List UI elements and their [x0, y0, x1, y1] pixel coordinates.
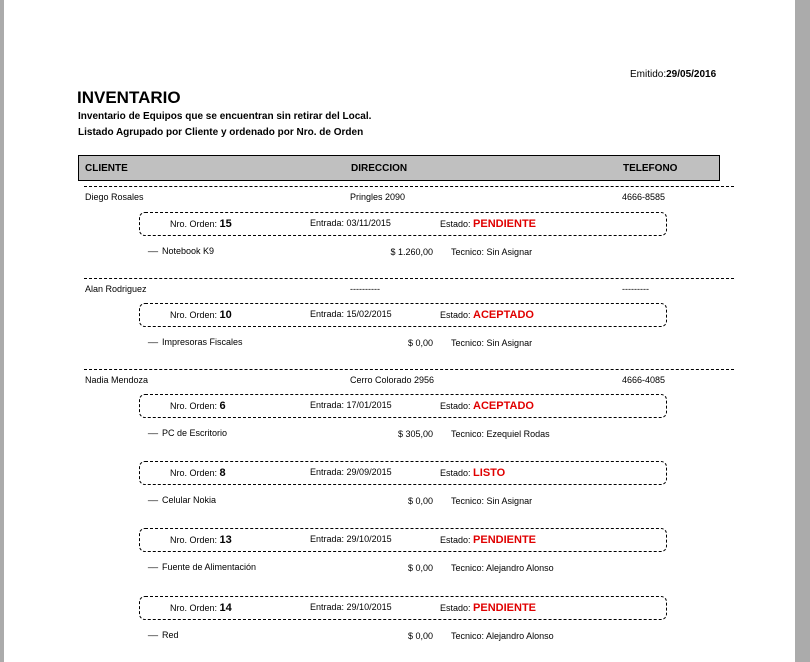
estado-badge: ACEPTADO	[473, 309, 534, 321]
item-equipo: Red	[162, 630, 179, 640]
order-number-field	[170, 218, 232, 230]
order-entrada-field	[310, 602, 392, 612]
order-number-label: Nro. Orden:	[170, 603, 218, 613]
item-bullet: __	[148, 491, 159, 501]
report-title: INVENTARIO	[77, 88, 181, 107]
order-entrada-field	[310, 534, 392, 544]
client-name: Nadia Mendoza	[85, 375, 149, 385]
order-number: 10	[219, 309, 232, 321]
emitido-line	[630, 69, 716, 80]
tecnico-label: Tecnico:	[451, 429, 485, 439]
tecnico-label: Tecnico:	[451, 563, 485, 573]
client-phone: ---------	[622, 284, 649, 294]
order-entrada-field	[310, 400, 392, 410]
item-tecnico-field	[451, 338, 532, 348]
tecnico-name: Alejandro Alonso	[486, 563, 554, 573]
entrada-label: Entrada:	[310, 400, 345, 410]
order-estado-field	[440, 534, 536, 546]
order-number: 13	[219, 534, 232, 546]
item-monto: $ 0,00	[407, 631, 433, 641]
order-box	[139, 303, 667, 327]
item-tecnico-field	[451, 563, 554, 573]
column-direccion: DIRECCION	[351, 163, 408, 174]
client-name: Alan Rodriguez	[85, 284, 147, 294]
order-entrada-field	[310, 467, 392, 477]
item-monto: $ 0,00	[407, 563, 433, 573]
tecnico-name: Alejandro Alonso	[486, 631, 554, 641]
order-number-label: Nro. Orden:	[170, 535, 218, 545]
order-number: 14	[219, 602, 232, 614]
viewer-background	[795, 0, 810, 662]
item-monto: $ 1.260,00	[390, 247, 433, 257]
item-bullet: __	[148, 558, 159, 568]
order-estado-field	[440, 400, 534, 412]
item-tecnico-field	[451, 247, 532, 257]
item-monto: $ 305,00	[397, 429, 433, 439]
tecnico-label: Tecnico:	[451, 631, 485, 641]
estado-label: Estado:	[440, 219, 471, 229]
client-separator	[84, 186, 734, 187]
order-number-field	[170, 400, 226, 412]
order-number: 6	[219, 400, 226, 412]
item-equipo: Celular Nokia	[162, 495, 217, 505]
estado-badge: PENDIENTE	[473, 218, 537, 230]
entrada-date: 29/10/2015	[346, 534, 392, 544]
entrada-label: Entrada:	[310, 218, 345, 228]
entrada-label: Entrada:	[310, 602, 345, 612]
item-bullet: __	[148, 333, 159, 343]
entrada-date: 15/02/2015	[346, 309, 392, 319]
report-page	[4, 0, 795, 662]
entrada-date: 03/11/2015	[346, 218, 391, 228]
item-equipo: PC de Escritorio	[162, 428, 228, 438]
estado-label: Estado:	[440, 603, 471, 613]
client-phone: 4666-4085	[622, 375, 666, 385]
item-tecnico-field	[451, 631, 554, 641]
client-name: Diego Rosales	[85, 192, 144, 202]
tecnico-label: Tecnico:	[451, 496, 485, 506]
order-number: 8	[219, 467, 226, 479]
order-number-label: Nro. Orden:	[170, 219, 218, 229]
client-address: Pringles 2090	[350, 192, 406, 202]
order-number-label: Nro. Orden:	[170, 310, 218, 320]
order-box	[139, 528, 667, 552]
tecnico-name: Sin Asignar	[486, 338, 533, 348]
client-address: ----------	[350, 284, 380, 294]
entrada-date: 29/09/2015	[346, 467, 392, 477]
order-estado-field	[440, 309, 534, 321]
tecnico-name: Sin Asignar	[486, 496, 533, 506]
order-entrada-field	[310, 309, 392, 319]
estado-badge: PENDIENTE	[473, 534, 537, 546]
estado-badge: PENDIENTE	[473, 602, 537, 614]
client-phone: 4666-8585	[622, 192, 666, 202]
order-number-field	[170, 309, 232, 321]
report-subtitle-2: Listado Agrupado por Cliente y ordenado por Nro. de Orden	[78, 127, 364, 138]
estado-label: Estado:	[440, 535, 471, 545]
order-estado-field	[440, 218, 536, 230]
order-number: 15	[219, 218, 232, 230]
entrada-date: 17/01/2015	[346, 400, 392, 410]
entrada-label: Entrada:	[310, 467, 345, 477]
entrada-label: Entrada:	[310, 534, 345, 544]
estado-label: Estado:	[440, 468, 471, 478]
order-number-field	[170, 467, 226, 479]
order-entrada-field	[310, 218, 391, 228]
order-estado-field	[440, 467, 505, 479]
client-address: Cerro Colorado 2956	[350, 375, 435, 385]
tecnico-name: Sin Asignar	[486, 247, 533, 257]
tecnico-name: Ezequiel Rodas	[486, 429, 550, 439]
item-bullet: __	[148, 242, 159, 252]
estado-label: Estado:	[440, 310, 471, 320]
emitido-date: 29/05/2016	[666, 69, 717, 80]
item-tecnico-field	[451, 429, 550, 439]
order-number-label: Nro. Orden:	[170, 401, 218, 411]
column-cliente: CLIENTE	[85, 163, 128, 174]
order-number-field	[170, 602, 232, 614]
tecnico-label: Tecnico:	[451, 338, 485, 348]
estado-badge: ACEPTADO	[473, 400, 534, 412]
item-tecnico-field	[451, 496, 532, 506]
order-number-field	[170, 534, 232, 546]
item-monto: $ 0,00	[407, 496, 433, 506]
entrada-date: 29/10/2015	[346, 602, 392, 612]
item-equipo: Fuente de Alimentación	[162, 562, 257, 572]
order-box	[139, 596, 667, 620]
order-box	[139, 394, 667, 418]
order-estado-field	[440, 602, 536, 614]
estado-badge: LISTO	[473, 467, 506, 479]
estado-label: Estado:	[440, 401, 471, 411]
emitido-label: Emitido:	[630, 69, 667, 80]
column-telefono: TELEFONO	[623, 163, 678, 174]
order-number-label: Nro. Orden:	[170, 468, 218, 478]
report-subtitle-1: Inventario de Equipos que se encuentran sin retirar del Local.	[78, 111, 372, 122]
item-equipo: Impresoras Fiscales	[162, 337, 243, 347]
entrada-label: Entrada:	[310, 309, 345, 319]
order-box	[139, 212, 667, 236]
tecnico-label: Tecnico:	[451, 247, 485, 257]
item-equipo: Notebook K9	[162, 246, 215, 256]
client-separator	[84, 369, 734, 370]
item-bullet: __	[148, 626, 159, 636]
client-separator	[84, 278, 734, 279]
item-monto: $ 0,00	[407, 338, 433, 348]
item-bullet: __	[148, 424, 159, 434]
column-header	[78, 155, 720, 181]
order-box	[139, 461, 667, 485]
